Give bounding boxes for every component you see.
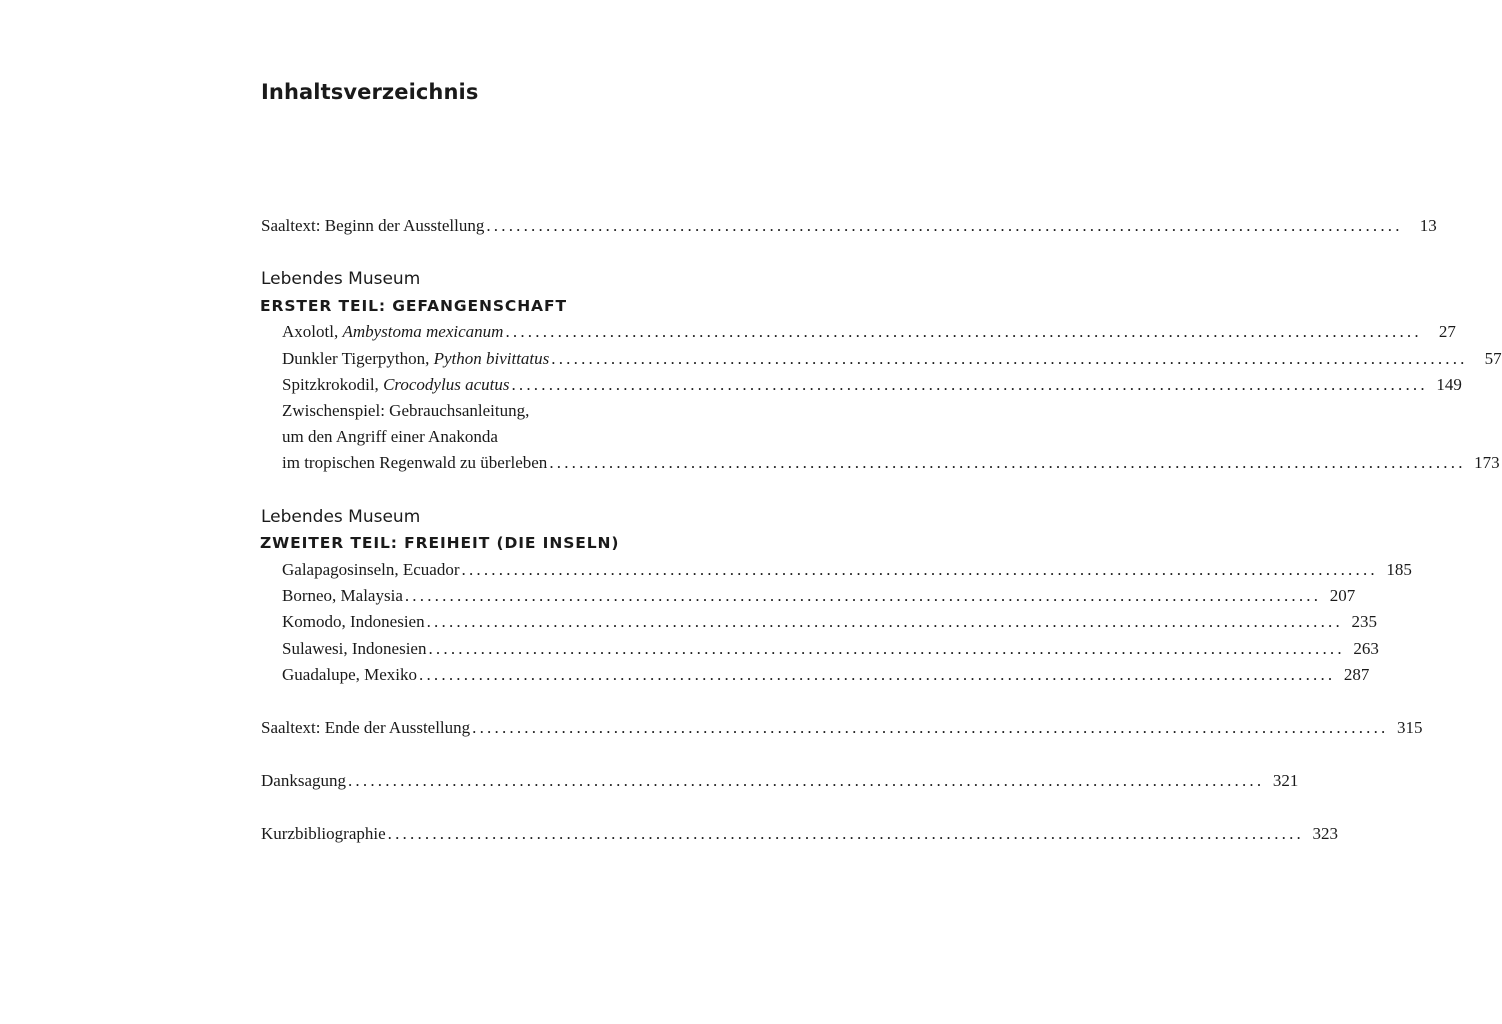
dot-leader: ........................................................................................................................... (486, 216, 1403, 235)
toc-entry-sulawesi[interactable] (282, 636, 1379, 662)
interlude-line-2: um den Angriff einer Anakonda (282, 427, 498, 446)
toc-entry-intro[interactable] (261, 213, 1437, 239)
part1-heading: Lebendes Museum (261, 269, 421, 289)
toc-entry-label: Axolotl, Ambystoma mexicanum (282, 322, 504, 341)
page-number: 13 (1419, 216, 1437, 235)
toc-entry-label: Saaltext: Beginn der Ausstellung (261, 216, 485, 235)
toc-entry-label: Spitzkrokodil, Crocodylus acutus (282, 375, 510, 394)
dot-leader: ........................................................................................................................... (347, 771, 1265, 790)
toc-entry-galapagos[interactable] (282, 557, 1412, 583)
toc-entry-label: Dunkler Tigerpython, Python bivittatus (282, 349, 550, 368)
latin-name: Crocodylus acutus (383, 375, 510, 394)
toc-entry-bibliography[interactable] (261, 821, 1338, 847)
page-number: 323 (1312, 824, 1338, 843)
dot-leader: ........................................................................................................................... (511, 375, 1428, 394)
page-number: 321 (1272, 771, 1299, 790)
part2-subheading: ZWEITER TEIL: FREIHEIT (DIE INSELN) (260, 534, 620, 552)
dot-leader: ........................................................................................................................... (387, 824, 1304, 843)
page-number: 235 (1351, 612, 1377, 631)
page-number: 149 (1436, 375, 1462, 394)
latin-name: Ambystoma mexicanum (342, 322, 504, 341)
toc-entry-guadalupe[interactable] (282, 662, 1370, 688)
toc-entry-label: Sulawesi, Indonesien (282, 639, 427, 658)
latin-name: Python bivittatus (433, 349, 550, 368)
dot-leader: ........................................................................................................................... (404, 586, 1322, 605)
interlude-line-1: Zwischenspiel: Gebrauchsanleitung, (282, 401, 530, 420)
toc-entry-ending[interactable] (261, 715, 1423, 741)
dot-leader: ........................................................................................................................... (461, 560, 1378, 579)
toc-entry-axolotl[interactable] (282, 319, 1456, 345)
dot-leader: ........................................................................................................................... (419, 665, 1336, 684)
dot-leader: ........................................................................................................................... (551, 349, 1468, 368)
page-number: 287 (1343, 665, 1370, 684)
page-number: 173 (1474, 453, 1500, 472)
toc-entry-interlude[interactable] (282, 450, 1500, 476)
page-number: 27 (1438, 322, 1456, 341)
toc-entry-thanks[interactable] (261, 768, 1299, 794)
dot-leader: ........................................................................................................................... (426, 612, 1343, 631)
page-number: 263 (1353, 639, 1379, 658)
toc-entry-label: Danksagung (261, 771, 346, 790)
toc-entry-label: Komodo, Indonesien (282, 612, 425, 631)
toc-entry-label: Guadalupe, Mexiko (282, 665, 418, 684)
toc-entry-spitzkrokodil[interactable] (282, 372, 1462, 398)
dot-leader: ........................................................................................................................... (428, 639, 1345, 658)
toc-entry-label: Kurzbibliographie (261, 824, 386, 843)
toc-entry-komodo[interactable] (282, 609, 1377, 635)
toc-entry-label: Saaltext: Ende der Ausstellung (261, 718, 471, 737)
dot-leader: ........................................................................................................................... (549, 453, 1466, 472)
toc-entry-borneo[interactable] (282, 583, 1356, 609)
toc-entry-label: im tropischen Regenwald zu überleben (282, 453, 548, 472)
page-number: 185 (1386, 560, 1412, 579)
dot-leader: ........................................................................................................................... (505, 322, 1422, 341)
part1-subheading: ERSTER TEIL: GEFANGENSCHAFT (260, 297, 567, 315)
part2-heading: Lebendes Museum (261, 507, 421, 527)
toc-entry-label: Borneo, Malaysia (282, 586, 403, 605)
page-number: 207 (1329, 586, 1356, 605)
page-number: 57 (1484, 349, 1502, 368)
toc-entry-label: Galapagosinseln, Ecuador (282, 560, 460, 579)
dot-leader: ........................................................................................................................... (472, 718, 1389, 737)
toc-entry-tigerpython[interactable] (282, 346, 1502, 372)
page-title: Inhaltsverzeichnis (261, 80, 479, 104)
page-number: 315 (1397, 718, 1423, 737)
